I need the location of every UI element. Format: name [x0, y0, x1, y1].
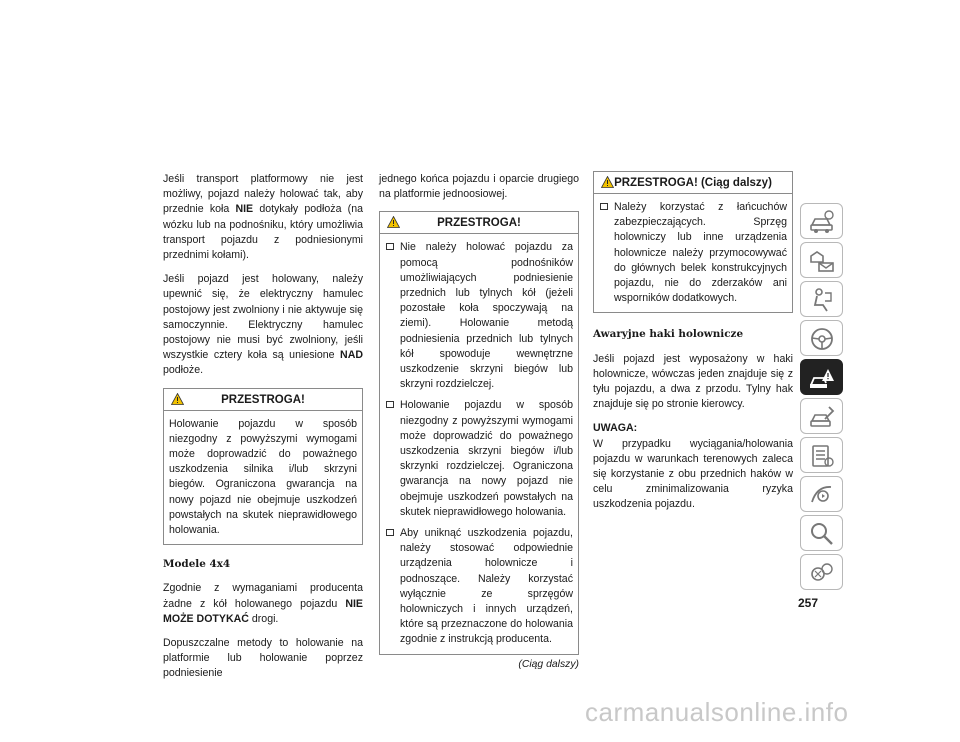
warning-title: PRZESTROGA! (Ciąg dalszy): [614, 177, 772, 189]
tab-safety[interactable]: [800, 281, 843, 317]
warning-box: [163, 388, 363, 546]
paragraph: Dopuszczalne metody to holowanie na platformie lub holowanie poprzez podniesienie: [163, 637, 363, 680]
warning-header: [380, 212, 578, 234]
paragraph: jednego końca pojazdu i oparcie drugiego na platformie jednoosiowej.: [379, 173, 579, 201]
tab-emergency[interactable]: [800, 359, 843, 395]
warning-body: [164, 411, 362, 545]
list-item: Nie należy holować pojazdu za pomocą podnośników umożliwiających podniesienie przednich lub tylnych kół (jeżeli pozostałe koła spoczywają na ziemi). Holowanie metodą podniesienia przednich lub tylnych kół spowoduje wewnętrzne uszkodzenie skrzyni biegów lub skrzyni rozdzielczej.: [385, 240, 573, 392]
paragraph: Jeśli pojazd jest wyposażony w haki holownicze, wówczas jeden znajduje się z tyłu pojazdu, a dwa z przodu. Tylny hak znajduje się po stronie kierowcy.: [593, 352, 793, 411]
note-label: UWAGA:: [593, 422, 638, 435]
column-right: [593, 171, 793, 522]
paragraph: Jeśli pojazd jest holowany, należy upewnić się, że elektryczny hamulec postojowy jest zwolniony i nie aktywuje się samoczynnie. Elektryczny hamulec postojowy nie musi być zwolniony, jeśli wszystkie cztery koła są uniesione NAD podłoże.: [163, 273, 363, 377]
checkbox-bullet-icon: [600, 203, 608, 210]
seat-safety-icon: [809, 287, 835, 313]
warning-title: PRZESTROGA!: [221, 393, 305, 406]
tab-multimedia[interactable]: [800, 476, 843, 512]
tab-specifications[interactable]: [800, 437, 843, 473]
search-icon: [809, 521, 835, 547]
continued-label: (Ciąg dalszy): [518, 658, 579, 670]
language-icon: [809, 560, 835, 586]
warning-title: PRZESTROGA!: [437, 217, 521, 230]
checkbox-bullet-icon: [386, 243, 394, 250]
column-middle: [379, 172, 579, 672]
list-item: Należy korzystać z łańcuchów zabezpieczających. Sprzęg holowniczy lub inne urządzenia holownicze należy przymocowywać do głównych belek konstrukcyjnych pojazdu, nie do zderzaków ani wsporników dodatkowych.: [599, 200, 787, 306]
tab-driving[interactable]: [800, 320, 843, 356]
warning-text: Holowanie pojazdu w sposób niezgodny z powyższymi wymogami może doprowadzić do poważnego uszkodzenia silnika i/lub skrzyni biegów. Ograniczona gwarancja na nowy pojazd nie obejmuje uszkodzeń powstałych na skutek nieprawidłowego holowania.: [169, 417, 357, 537]
warning-box: [593, 171, 793, 313]
page-number: 257: [798, 596, 819, 610]
car-info-icon: [809, 209, 835, 235]
tab-index[interactable]: [800, 515, 843, 551]
list-item: Holowanie pojazdu w sposób niezgodny z powyższymi wymogami może doprowadzić do poważnego uszkodzenia skrzyni biegów i/lub skrzynki rozdzielczej. Ograniczona gwarancja na nowy pojazd nie obejmuje uszkodzeń powstałych na skutek nieprawidłowego holowania.: [385, 398, 573, 520]
multimedia-icon: [809, 482, 835, 508]
section-heading: Modele 4x4: [163, 558, 231, 571]
paragraph: Jeśli transport platformowy nie jest możliwy, pojazd należy holować tak, aby przednie koła NIE dotykały podłoża (na wózku lub na podnośniku, który umożliwia transport pojazdu z podniesionymi przednimi kołami).: [163, 173, 363, 262]
steering-wheel-icon: [809, 326, 835, 352]
column-left: [163, 172, 363, 691]
warning-header: [164, 389, 362, 411]
warning-car-icon: [809, 365, 835, 391]
warning-box: [379, 211, 579, 654]
paragraph: Zgodnie z wymaganiami producenta żadne z kół holowanego pojazdu NIE MOŻE DOTYKAĆ drogi.: [163, 582, 363, 625]
tab-service[interactable]: [800, 398, 843, 434]
tab-languages[interactable]: [800, 554, 843, 590]
warning-body: [380, 234, 578, 653]
watermark: carmanualsonline.info: [585, 697, 849, 727]
tab-vehicle-info[interactable]: [800, 203, 843, 239]
tab-getting-started[interactable]: [800, 242, 843, 278]
warning-body: [594, 194, 792, 312]
service-car-icon: [809, 404, 835, 430]
specifications-list-icon: [809, 443, 835, 469]
checkbox-bullet-icon: [386, 401, 394, 408]
checkbox-bullet-icon: [386, 529, 394, 536]
note-text: W przypadku wyciągania/holowania pojazdu w warunkach terenowych zaleca się korzystanie z obu przednich haków w celu zminimalizowania ryzyka uszkodzenia pojazdu.: [593, 437, 793, 511]
section-heading: Awaryjne haki holownicze: [593, 328, 744, 341]
list-item: Aby uniknąć uszkodzenia pojazdu, należy stosować odpowiednie urządzenia holownicze i podnoszące. Należy korzystać wyłącznie ze sprzęgów holowniczych i innych urządzeń, które są przeznaczone do holowania zgodnie z instrukcją producenta.: [385, 526, 573, 648]
car-message-icon: [809, 248, 835, 274]
warning-header: [594, 172, 792, 194]
